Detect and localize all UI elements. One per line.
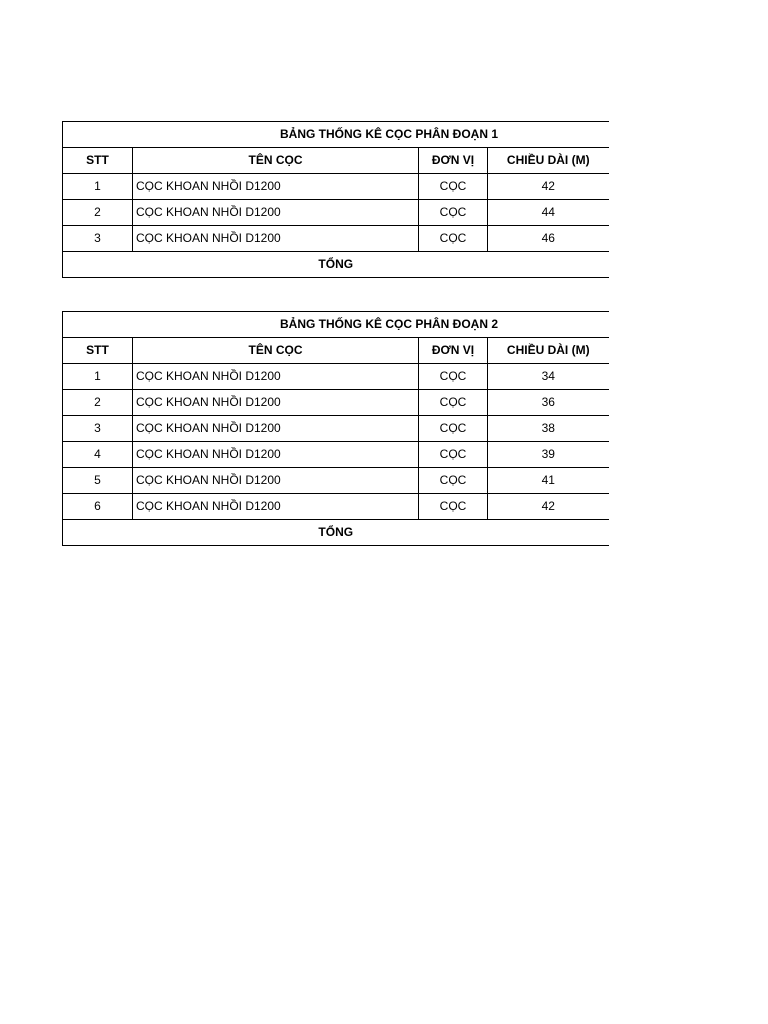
table-title-row (63, 122, 609, 148)
table-header-row (63, 338, 609, 364)
table-row (63, 494, 609, 520)
table-header-row (63, 148, 609, 174)
header-stt: STT (63, 338, 133, 364)
cell-unit: CỌC (419, 226, 488, 252)
table-row (63, 200, 609, 226)
table-row (63, 390, 609, 416)
cell-unit: CỌC (419, 174, 488, 200)
cell-length: 46 (488, 226, 609, 252)
cell-name: CỌC KHOAN NHỒI D1200 (133, 364, 419, 390)
cell-unit: CỌC (419, 416, 488, 442)
header-unit: ĐƠN VỊ (419, 148, 488, 174)
pile-table-segment-2 (62, 311, 609, 546)
cell-name: CỌC KHOAN NHỒI D1200 (133, 174, 419, 200)
total-label: TỔNG (63, 520, 609, 546)
cell-name: CỌC KHOAN NHỒI D1200 (133, 468, 419, 494)
cell-unit: CỌC (419, 390, 488, 416)
cell-unit: CỌC (419, 468, 488, 494)
cell-length: 44 (488, 200, 609, 226)
table-total-row (63, 252, 609, 278)
header-length: CHIỀU DÀI (M) (488, 338, 609, 364)
cell-stt: 1 (63, 174, 133, 200)
cell-length: 34 (488, 364, 609, 390)
cell-stt: 5 (63, 468, 133, 494)
cell-stt: 6 (63, 494, 133, 520)
table-row (63, 442, 609, 468)
table-title: BẢNG THỐNG KÊ CỌC PHÂN ĐOẠN 2 (63, 312, 609, 338)
table-title-row (63, 312, 609, 338)
cell-stt: 3 (63, 416, 133, 442)
table-row (63, 416, 609, 442)
cell-name: CỌC KHOAN NHỒI D1200 (133, 494, 419, 520)
header-name: TÊN CỌC (133, 148, 419, 174)
cell-name: CỌC KHOAN NHỒI D1200 (133, 200, 419, 226)
cell-name: CỌC KHOAN NHỒI D1200 (133, 226, 419, 252)
table-row (63, 468, 609, 494)
cell-length: 36 (488, 390, 609, 416)
cell-name: CỌC KHOAN NHỒI D1200 (133, 390, 419, 416)
cell-name: CỌC KHOAN NHỒI D1200 (133, 442, 419, 468)
header-length: CHIỀU DÀI (M) (488, 148, 609, 174)
cell-length: 42 (488, 494, 609, 520)
cell-name: CỌC KHOAN NHỒI D1200 (133, 416, 419, 442)
cell-unit: CỌC (419, 442, 488, 468)
header-name: TÊN CỌC (133, 338, 419, 364)
header-unit: ĐƠN VỊ (419, 338, 488, 364)
cell-length: 42 (488, 174, 609, 200)
pile-table-segment-1 (62, 121, 609, 278)
table-row (63, 226, 609, 252)
cell-length: 41 (488, 468, 609, 494)
cell-stt: 2 (63, 390, 133, 416)
cell-unit: CỌC (419, 200, 488, 226)
table-total-row (63, 520, 609, 546)
cell-length: 39 (488, 442, 609, 468)
cell-stt: 1 (63, 364, 133, 390)
cell-unit: CỌC (419, 494, 488, 520)
cell-stt: 2 (63, 200, 133, 226)
cell-length: 38 (488, 416, 609, 442)
cell-stt: 3 (63, 226, 133, 252)
cell-unit: CỌC (419, 364, 488, 390)
total-label: TỔNG (63, 252, 609, 278)
header-stt: STT (63, 148, 133, 174)
table-title: BẢNG THỐNG KÊ CỌC PHÂN ĐOẠN 1 (63, 122, 609, 148)
table-row (63, 174, 609, 200)
table-row (63, 364, 609, 390)
cell-stt: 4 (63, 442, 133, 468)
